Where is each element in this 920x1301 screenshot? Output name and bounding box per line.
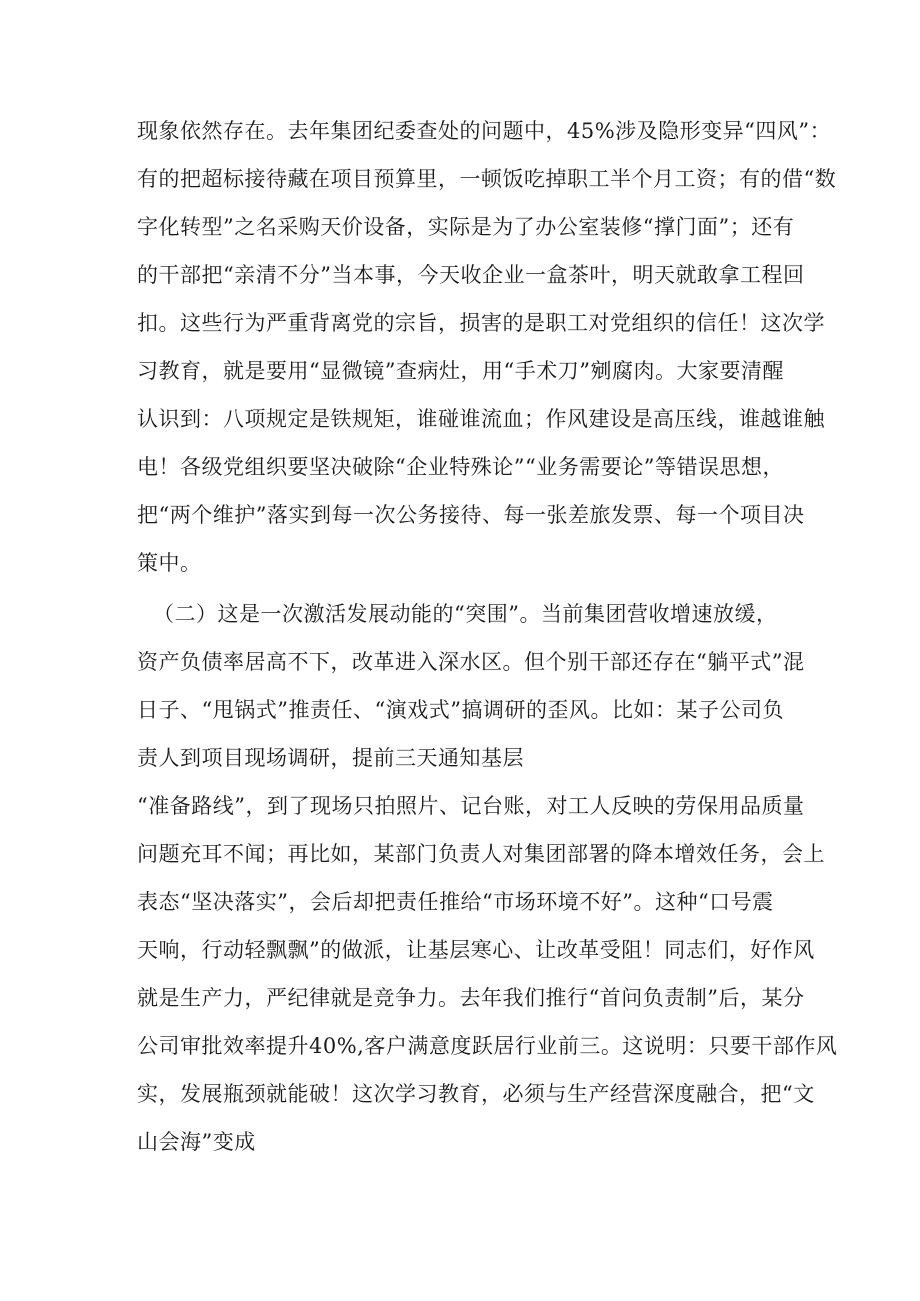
text-line: 的干部把“亲清不分”当本事，今天收企业一盒茶叶，明天就敢拿工程回 xyxy=(137,263,805,287)
text-line: 字化转型”之名采购天价设备，实际是为了办公室装修“撑门面”；还有 xyxy=(137,215,795,239)
text-line: 习教育，就是要用“显微镜”查病灶，用“手术刀”剜腐肉。大家要清醒 xyxy=(137,359,784,383)
text-line: （二）这是一次激活发展动能的“突围”。当前集团营收增速放缓， xyxy=(153,602,778,626)
text-line: 问题充耳不闻；再比如，某部门负责人对集团部署的降本增效任务，会上 xyxy=(137,842,825,866)
text-line: 表态“坚决落实”，会后却把责任推给“市场环境不好”。这种“口号震 xyxy=(137,890,774,914)
text-line: 天响，行动轻飘飘”的做派，让基层寒心、让改革受阻！同志们，好作风 xyxy=(137,938,815,962)
text-line: 山会海”变成 xyxy=(137,1130,256,1154)
text-line: 策中。 xyxy=(137,551,202,575)
text-line: 把“两个维护”落实到每一次公务接待、每一张差旅发票、每一个项目决 xyxy=(137,503,805,527)
text-line: 电！各级党组织要坚决破除“企业特殊论”“业务需要论”等错误思想， xyxy=(137,455,784,479)
text-line: 就是生产力，严纪律就是竞争力。去年我们推行“首问负责制”后，某分 xyxy=(137,986,805,1010)
text-line: 现象依然存在。去年集团纪委查处的问题中，45%涉及隐形变异“四风”： xyxy=(137,119,832,143)
text-line: 实，发展瓶颈就能破！这次学习教育，必须与生产经营深度融合，把“文 xyxy=(137,1082,815,1106)
text-line: 有的把超标接待藏在项目预算里，一顿饭吃掉职工半个月工资；有的借“数 xyxy=(137,167,837,191)
text-line: 资产负债率居高不下，改革进入深水区。但个别干部还存在“躺平式”混 xyxy=(137,650,805,674)
text-line: 责人到项目现场调研，提前三天通知基层 xyxy=(137,746,524,770)
text-line: 日子、“甩锅式”推责任、“演戏式”搞调研的歪风。比如：某子公司负 xyxy=(137,698,784,722)
text-line: 认识到：八项规定是铁规矩，谁碰谁流血；作风建设是高压线，谁越谁触 xyxy=(137,407,825,431)
text-line: 扣。这些行为严重背离党的宗旨，损害的是职工对党组织的信任！这次学 xyxy=(137,311,825,335)
text-line: 公司审批效率提升40%,客户满意度跃居行业前三。这说明：只要干部作风 xyxy=(137,1034,838,1058)
text-line: “准备路线”，到了现场只拍照片、记台账，对工人反映的劳保用品质量 xyxy=(137,794,805,818)
